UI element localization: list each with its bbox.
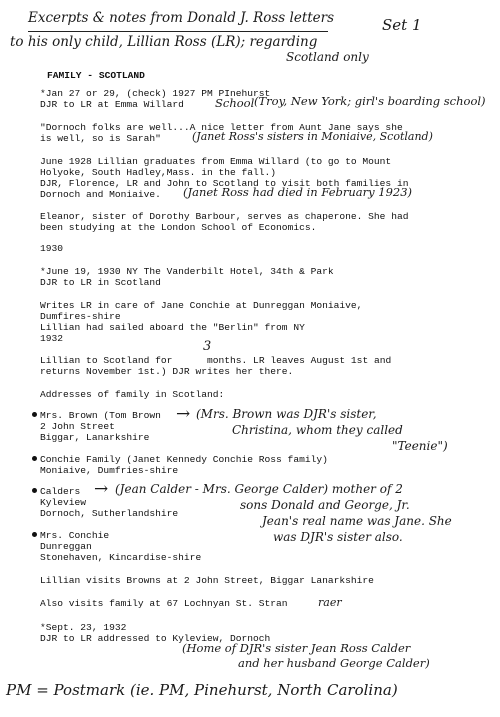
entry-1928-line1: June 1928 Lillian graduates from Emma Willard (to go to Mount [40,156,392,167]
bullet-conchie-family [32,456,37,461]
visit-family: Also visits family at 67 Lochnyan St. Stran [40,598,288,609]
address-mrs-conchie-line2: Dunreggan [40,541,92,552]
handwritten-brown-note-line2: Christina, whom they called [232,423,403,437]
entry-1927-date: *Jan 27 or 29, (check) 1927 PM PInehurst [40,88,271,99]
handwritten-brown-note-line3: "Teenie") [392,439,448,453]
handwritten-kyleview-note-line1: (Home of DJR's sister Jean Ross Calder [182,641,411,655]
handwritten-calder-note-line1: (Jean Calder - Mrs. George Calder) mother of 2 [115,482,403,496]
entry-1928-line6: been studying at the London School of Economics. [40,222,317,233]
handwritten-brown-note-line1: (Mrs. Brown was DJR's sister, [196,407,377,421]
handwritten-three: 3 [203,339,212,354]
handwritten-header-line2: to his only child, Lillian Ross (LR); regarding [10,34,318,50]
entry-sept-1932-recipient: DJR to LR addressed to Kyleview, Dornoch [40,633,271,644]
year-1930: 1930 [40,243,64,254]
section-heading: FAMILY - SCOTLAND [47,70,145,81]
entry-1930-date: *June 19, 1930 NY The Vanderbilt Hotel, 34th & Park [40,266,334,277]
entry-1930-recipient: DJR to LR in Scotland [40,277,161,288]
entry-1927-recipient: DJR to LR at Emma Willard [40,99,184,110]
bullet-calders [32,488,37,493]
bullet-brown [32,412,37,417]
quote-line2: is well, so is Sarah" [40,133,161,144]
entry-1930-line5: Lillian had sailed aboard the "Berlin" from NY [40,322,305,333]
address-calders-line2: Kyleview [40,497,87,508]
visit-browns: Lillian visits Browns at 2 John Street, Biggar Lanarkshire [40,575,374,586]
entry-1928-line3: DJR, Florence, LR and John to Scotland to visit both families in [40,178,409,189]
entry-1930-line4: Dumfires-shire [40,311,121,322]
entry-1932-line1a: Lillian to Scotland for [40,355,173,366]
address-calders-line3: Dornoch, Sutherlandshire [40,508,179,519]
handwritten-calder-note-line4: was DJR's sister also. [273,530,403,544]
address-mrs-conchie-line1: Mrs. Conchie [40,530,110,541]
address-brown-line2: 2 John Street [40,421,115,432]
handwritten-sister-note: (Janet Ross's sisters in Moniaive, Scotland) [192,130,433,143]
handwritten-died-note: (Janet Ross had died in February 1923) [183,185,413,199]
bullet-mrs-conchie [32,532,37,537]
header-underline [28,31,328,32]
quote-line1: "Dornoch folks are well...A nice letter from Aunt Jane says she [40,122,403,133]
address-brown-line1: Mrs. Brown (Tom Brown [40,410,161,421]
addresses-heading: Addresses of family in Scotland: [40,389,225,400]
entry-1928-line5: Eleanor, sister of Dorothy Barbour, serves as chaperone. She had [40,211,409,222]
handwritten-stranraer-fix: raer [318,596,342,609]
address-brown-line3: Biggar, Lanarkshire [40,432,150,443]
handwritten-school-note: (Troy, New York; girl's boarding school) [254,94,486,108]
entry-1928-line4: Dornoch and Moniaive. [40,189,161,200]
handwritten-set-label: Set 1 [382,16,422,34]
entry-1932-line1b: months. LR leaves August 1st and [207,355,392,366]
entry-1932-line2: returns November 1st.) DJR writes her there. [40,366,294,377]
address-conchie-family-line2: Moniaive, Dumfries-shire [40,465,179,476]
handwritten-school-word: School [215,96,255,110]
arrow-calders: → [94,479,109,499]
handwritten-kyleview-note-line2: and her husband George Calder) [238,656,430,670]
handwritten-pm-note: PM = Postmark (ie. PM, Pinehurst, North Carolina) [6,681,398,699]
entry-1930-line3: Writes LR in care of Jane Conchie at Dunreggan Moniaive, [40,300,363,311]
address-mrs-conchie-line3: Stonehaven, Kincardise-shire [40,552,202,563]
address-conchie-family-line1: Conchie Family (Janet Kennedy Conchie Ross family) [40,454,328,465]
arrow-brown: → [176,404,191,424]
handwritten-calder-note-line2: sons Donald and George, Jr. [240,498,410,512]
year-1932: 1932 [40,333,64,344]
handwritten-scotland-only: Scotland only [286,50,369,64]
address-calders-line1: Calders [40,486,81,497]
entry-sept-1932-date: *Sept. 23, 1932 [40,622,127,633]
entry-1928-line2: Holyoke, South Hadley,Mass. in the fall.) [40,167,277,178]
handwritten-calder-note-line3: Jean's real name was Jane. She [262,514,452,528]
handwritten-header-line1: Excerpts & notes from Donald J. Ross letters [28,10,335,26]
